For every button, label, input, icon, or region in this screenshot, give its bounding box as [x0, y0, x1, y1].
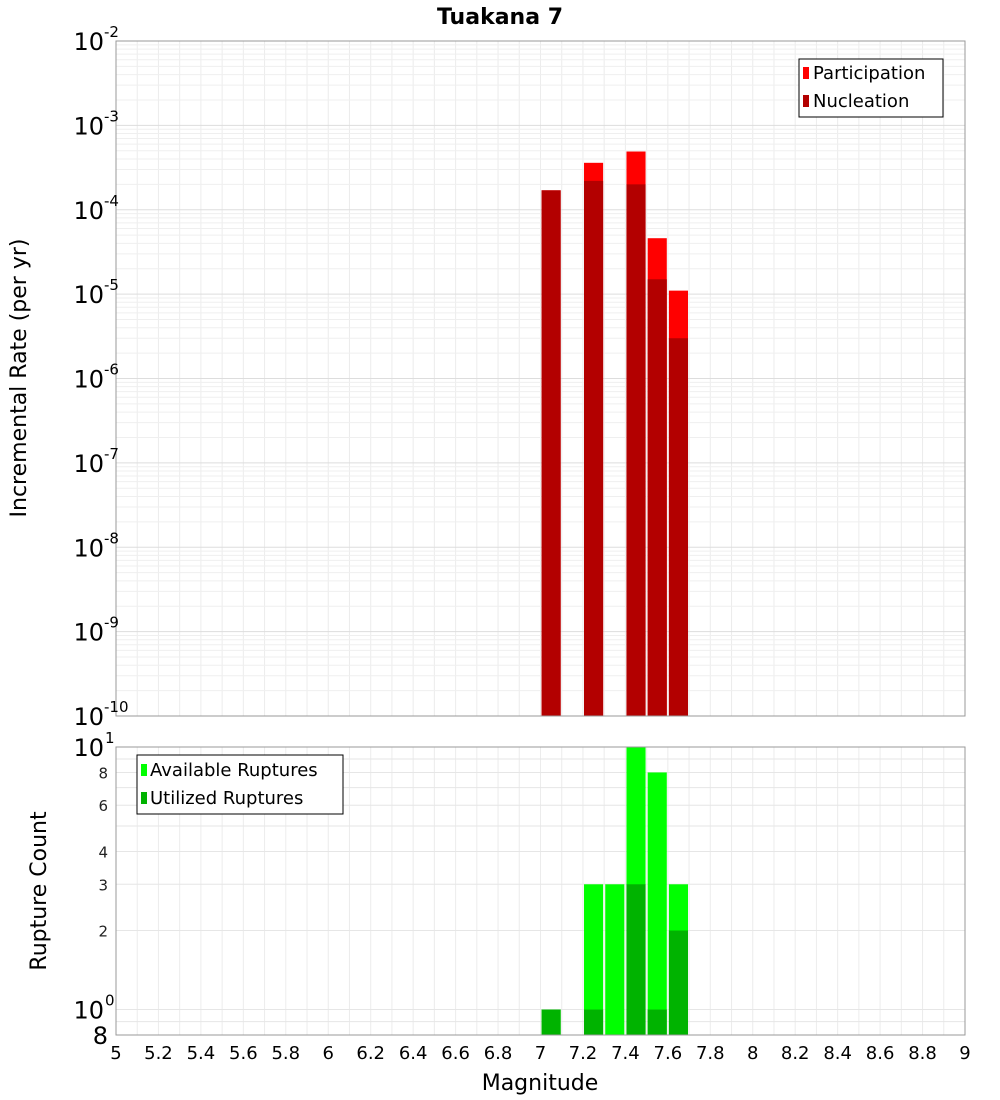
legend-swatch — [141, 764, 147, 776]
y-tick-label — [73, 698, 128, 731]
top-y-axis-label: Incremental Rate (per yr) — [7, 238, 32, 518]
x-tick-label: 6 — [322, 1043, 334, 1064]
y-tick-label — [93, 1022, 108, 1050]
y-tick-base: 10 — [73, 618, 104, 647]
bar-available-ruptures — [648, 772, 667, 1035]
y-tick-exponent: -9 — [104, 613, 119, 632]
y-tick-label — [73, 529, 119, 562]
y-tick-label — [73, 614, 119, 647]
legend-label: Nucleation — [813, 91, 910, 112]
bar-nucleation — [626, 184, 645, 716]
legend-swatch — [803, 95, 809, 107]
y-tick-base: 10 — [73, 703, 104, 731]
y-tick-base: 8 — [92, 1022, 108, 1050]
bar-nucleation — [542, 190, 561, 716]
y-tick-label — [98, 764, 108, 782]
x-tick-label: 6.4 — [398, 1043, 428, 1064]
y-tick-exponent: 1 — [105, 729, 115, 747]
y-tick-base: 10 — [73, 449, 104, 478]
bar-nucleation — [669, 338, 688, 716]
x-tick-label: 6.2 — [356, 1043, 386, 1064]
top-grid — [116, 41, 965, 716]
y-tick-base: 10 — [73, 365, 104, 394]
x-tick-label: 6.6 — [441, 1043, 470, 1064]
bar-nucleation — [584, 181, 603, 716]
bar-utilized-ruptures — [648, 1010, 667, 1035]
x-tick-label: 8 — [747, 1043, 759, 1064]
y-tick-label — [98, 843, 108, 861]
x-tick-label: 7 — [534, 1043, 547, 1064]
y-tick-exponent: -2 — [104, 23, 119, 41]
y-tick-base: 10 — [73, 534, 104, 563]
x-tick-label: 7.2 — [568, 1043, 598, 1064]
y-tick-exponent: -3 — [104, 107, 119, 126]
x-tick-label: 8.4 — [823, 1043, 852, 1064]
y-tick-base: 8 — [98, 764, 108, 783]
x-tick-label: 5.2 — [144, 1043, 173, 1064]
y-tick-label — [73, 23, 119, 56]
legend-label: Available Ruptures — [150, 760, 318, 781]
y-tick-base: 10 — [73, 112, 104, 141]
x-tick-label: 7.4 — [611, 1043, 640, 1064]
x-tick-label: 5 — [110, 1043, 122, 1064]
bar-nucleation — [648, 279, 667, 716]
y-tick-label — [73, 445, 119, 478]
legend-label: Participation — [813, 63, 926, 84]
y-tick-base: 4 — [98, 843, 108, 862]
bottom-y-axis-label: Rupture Count — [27, 811, 52, 971]
legend-swatch — [803, 67, 809, 79]
x-tick-label: 5.8 — [271, 1043, 301, 1064]
y-tick-label — [98, 923, 108, 941]
y-tick-label — [73, 192, 119, 225]
y-tick-base: 10 — [73, 281, 104, 310]
y-tick-base: 2 — [98, 922, 108, 941]
y-tick-label — [73, 992, 114, 1025]
bar-utilized-ruptures — [669, 931, 688, 1035]
chart-title: Tuakana 7 — [436, 5, 564, 30]
y-tick-exponent: -10 — [104, 698, 129, 716]
x-axis-label: Magnitude — [481, 1071, 599, 1096]
y-tick-base: 10 — [73, 734, 104, 762]
x-tick-label: 5.6 — [229, 1043, 258, 1064]
top-plot-panel — [7, 23, 965, 731]
x-tick-label: 8.2 — [780, 1043, 810, 1064]
x-tick-label: 7.6 — [653, 1043, 683, 1064]
x-tick-label: 5.4 — [186, 1043, 216, 1064]
y-tick-exponent: -4 — [104, 191, 119, 210]
x-tick-labels — [110, 1043, 970, 1064]
bottom-plot-panel — [27, 729, 971, 1096]
x-tick-label: 8.6 — [865, 1043, 895, 1064]
y-tick-label — [73, 729, 114, 762]
y-tick-exponent: 0 — [105, 991, 115, 1010]
bottom-legend — [137, 755, 343, 814]
x-tick-label: 8.8 — [908, 1043, 937, 1064]
y-tick-base: 10 — [73, 196, 104, 225]
bar-available-ruptures — [605, 884, 624, 1035]
y-tick-label — [73, 107, 119, 140]
y-tick-base: 10 — [73, 28, 104, 56]
legend-label: Utilized Ruptures — [150, 788, 304, 809]
bottom-y-tick-labels — [73, 729, 114, 1050]
y-tick-base: 3 — [98, 876, 108, 895]
y-tick-base: 6 — [98, 797, 108, 816]
y-tick-exponent: -5 — [104, 276, 119, 295]
x-tick-label: 6.8 — [483, 1043, 513, 1064]
y-tick-label — [98, 797, 108, 815]
y-tick-label — [73, 361, 119, 394]
y-tick-exponent: -7 — [104, 444, 119, 463]
y-tick-base: 10 — [73, 996, 104, 1025]
y-tick-exponent: -8 — [104, 529, 119, 548]
y-tick-exponent: -6 — [104, 360, 119, 379]
bar-utilized-ruptures — [626, 884, 645, 1035]
x-tick-label: 9 — [959, 1043, 971, 1064]
legend-swatch — [141, 792, 147, 804]
y-tick-label — [73, 276, 119, 309]
y-tick-label — [98, 876, 108, 894]
bar-utilized-ruptures — [542, 1010, 561, 1035]
bar-utilized-ruptures — [584, 1010, 603, 1035]
top-legend — [799, 59, 943, 117]
x-tick-label: 7.8 — [695, 1043, 725, 1064]
